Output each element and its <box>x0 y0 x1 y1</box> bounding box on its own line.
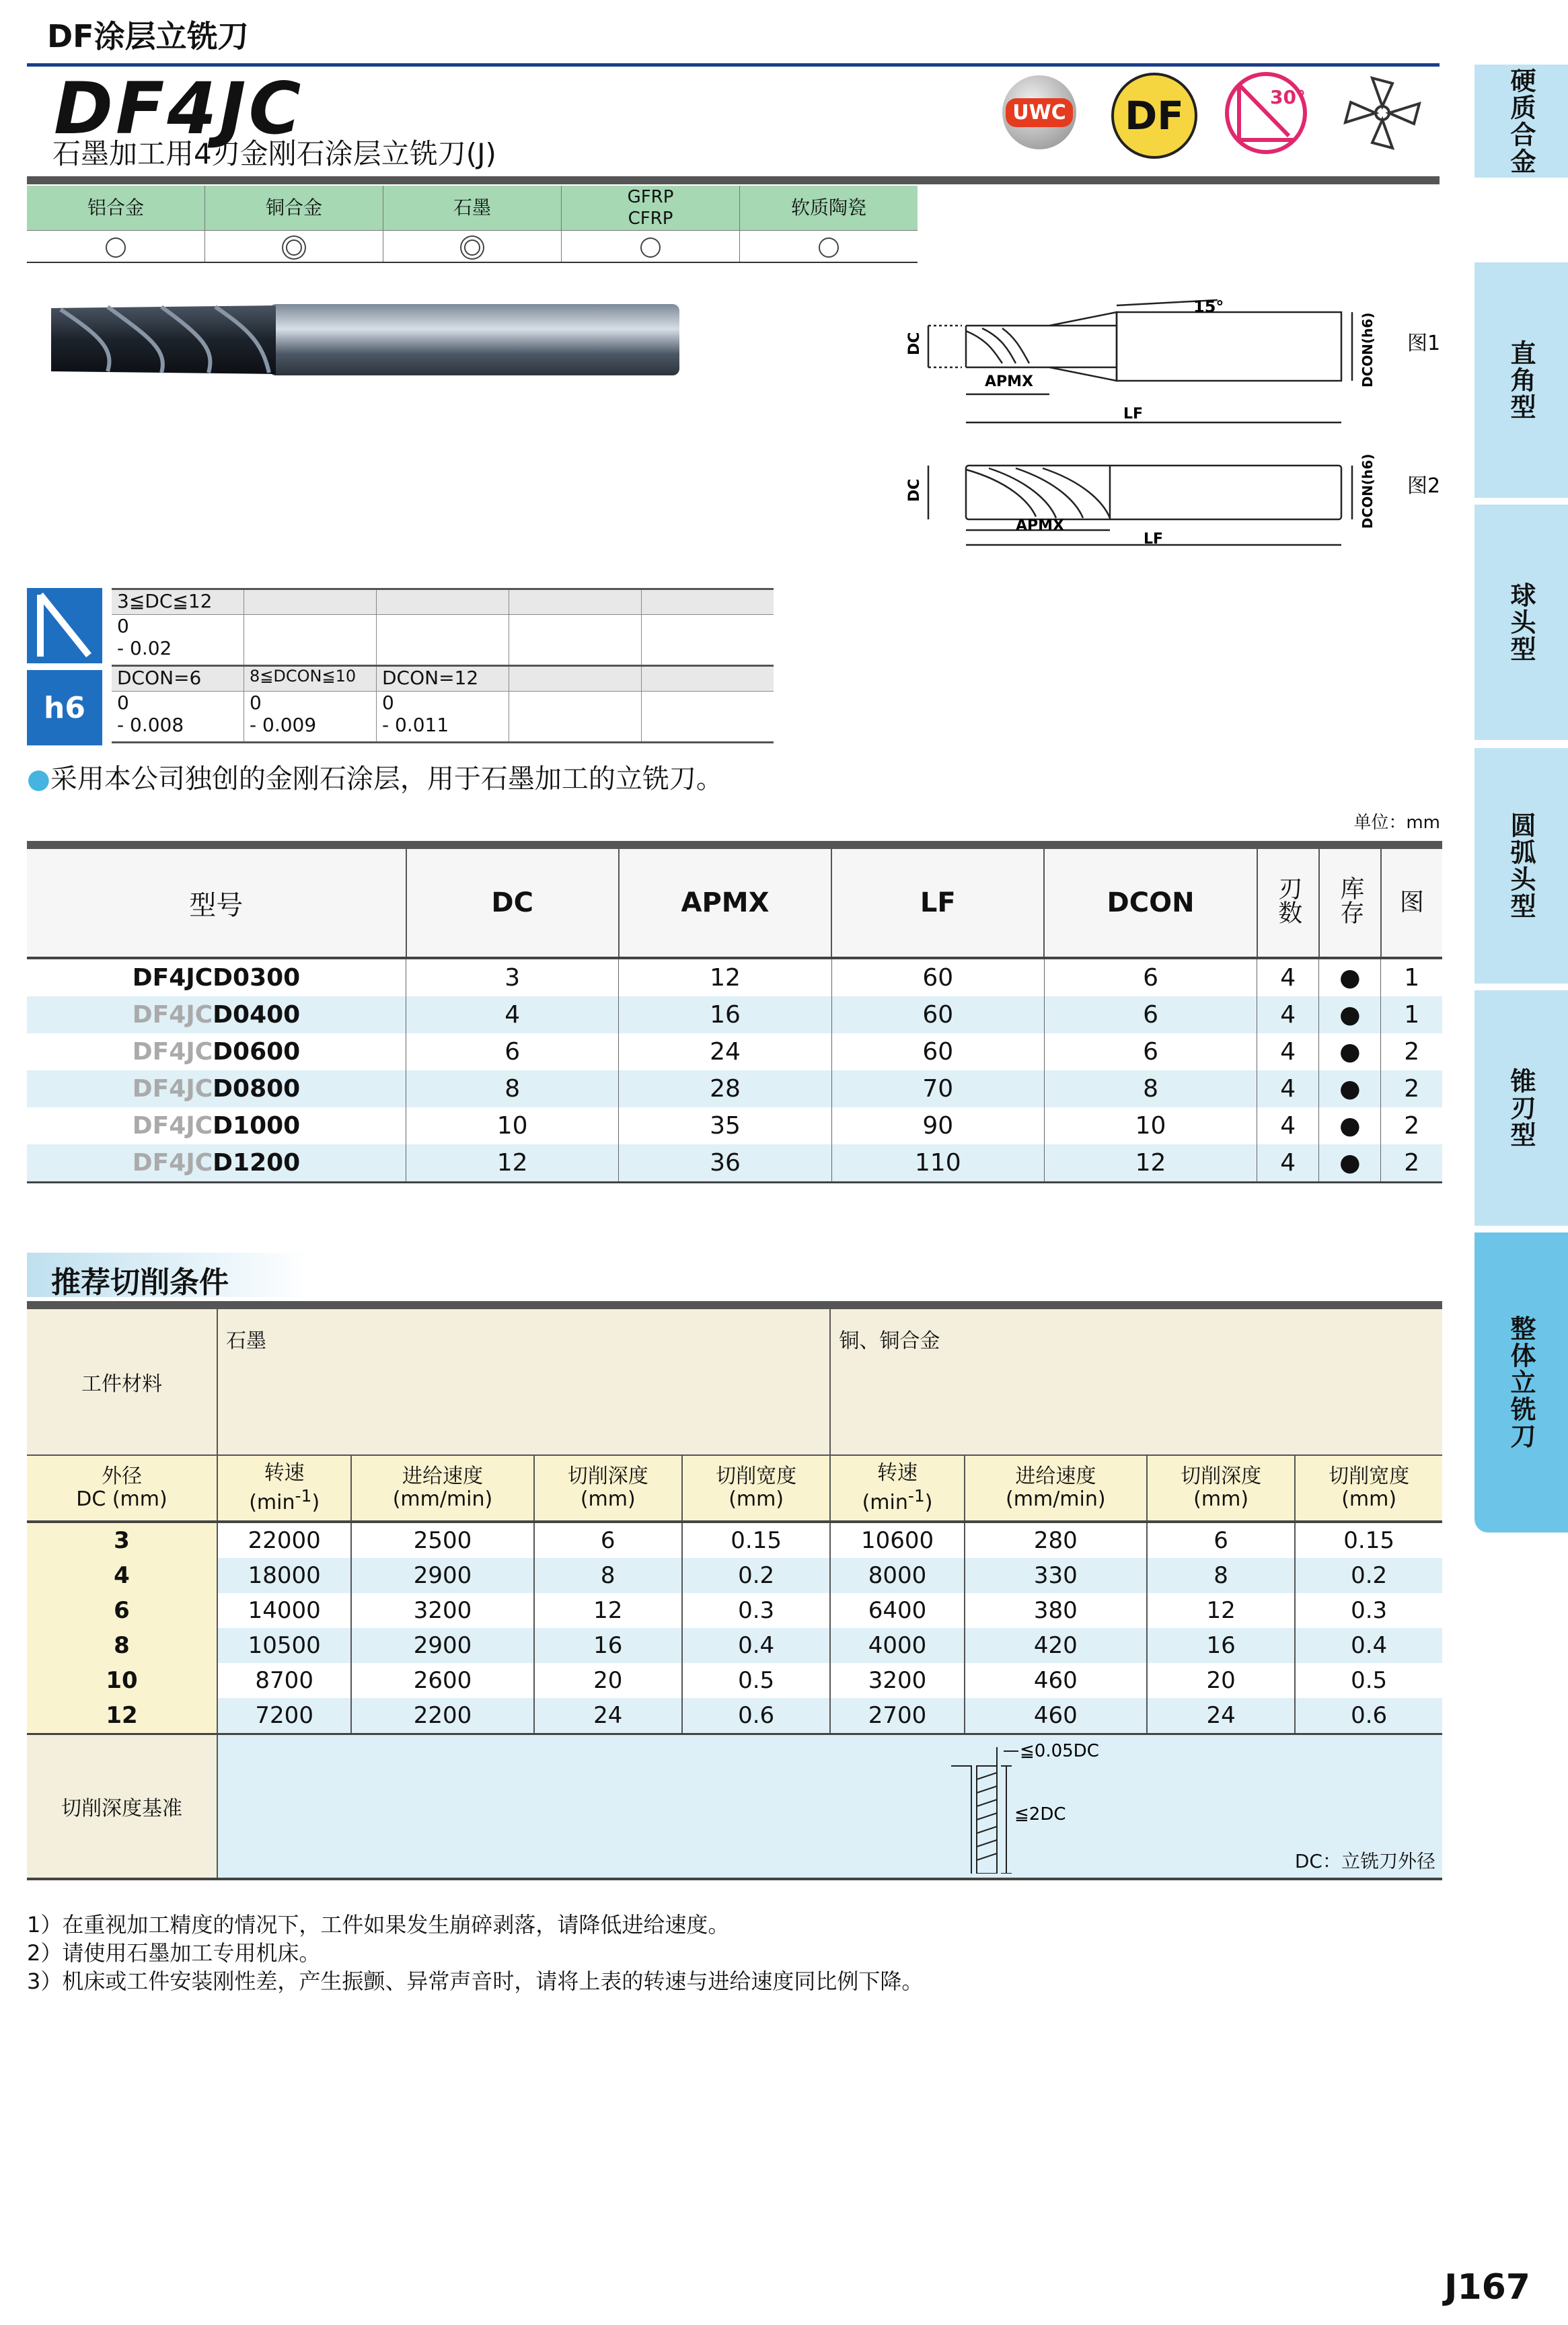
depth-length-label: ≦2DC <box>1014 1804 1066 1824</box>
section-rule <box>27 1301 1442 1309</box>
material-header: 石墨 <box>383 186 562 231</box>
stock-mark: ● <box>1319 958 1381 996</box>
side-tab-solid-end-mill[interactable] <box>1474 1232 1568 1533</box>
dcon-header: 8≦DCON≦10 <box>244 666 377 692</box>
table-row: 3 22000 2500 6 0.15 10600 280 6 0.15 <box>27 1522 1442 1558</box>
table-row: 4 18000 2900 8 0.2 8000 330 8 0.2 <box>27 1558 1442 1593</box>
apmx-label: APMX <box>985 373 1034 390</box>
col-fig: 图 <box>1381 845 1442 958</box>
feed-header: 进给速度 (mm/min) <box>351 1455 533 1522</box>
category-title: DF涂层立铣刀 <box>47 18 249 54</box>
table-row: 10 8700 2600 20 0.5 3200 460 20 0.5 <box>27 1663 1442 1698</box>
col-apmx: APMX <box>619 845 831 958</box>
suitable-mark <box>106 237 126 258</box>
bullet-icon: ● <box>27 764 50 795</box>
model-code: DF4JCD1200 <box>27 1144 406 1183</box>
side-tab-label: 硬质合金 <box>1506 67 1536 175</box>
work-material-label: 工件材料 <box>27 1309 217 1455</box>
depth-header: 切削深度 (mm) <box>1147 1455 1295 1522</box>
material-header: 铜合金 <box>205 186 383 231</box>
four-flute-icon <box>1339 71 1426 155</box>
width-header: 切削宽度 (mm) <box>1295 1455 1442 1522</box>
col-flutes: 刃数 <box>1257 845 1319 958</box>
dcon-header: DCON=6 <box>112 666 244 692</box>
note-item: 3）机床或工件安装刚性差，产生振颤、异常声音时，请将上表的转速与进给速度同比例下降。 <box>27 1968 924 1994</box>
dcon-header: DCON=12 <box>377 666 509 692</box>
note-item: 1）在重视加工精度的情况下，工件如果发生崩碎剥落，请降低进给速度。 <box>27 1912 730 1938</box>
product-subtitle: 石墨加工用4刃金刚石涂层立铣刀(J) <box>52 137 496 170</box>
dc-label: DC <box>906 478 923 502</box>
model-code: DF4JCD0600 <box>27 1033 406 1070</box>
uwc-label: UWC <box>1006 98 1072 127</box>
table-row: DF4JCD0300 3 12 60 6 4 ● 1 <box>27 958 1442 996</box>
model-code: DF4JCD0300 <box>27 958 406 996</box>
df-badge: DF <box>1111 73 1197 159</box>
notes <box>27 1911 923 1995</box>
dcon-tolerance: 0 - 0.008 <box>112 692 244 743</box>
stock-mark: ● <box>1319 1144 1381 1183</box>
diameter-tolerance-icon <box>27 588 102 663</box>
cutting-conditions-table <box>27 1309 1442 1880</box>
dc-note: DC：立铣刀外径 <box>1294 1850 1435 1872</box>
table-row: DF4JCD0400 4 16 60 6 4 ● 1 <box>27 996 1442 1033</box>
dc-label: DC <box>906 332 923 355</box>
note-item: 2）请使用石墨加工专用机床。 <box>27 1940 321 1966</box>
depth-header: 切削深度 (mm) <box>534 1455 682 1522</box>
model-title: DF4JC <box>54 67 304 150</box>
angle-label: 15° <box>1193 297 1224 316</box>
material-header: GFRP CFRP <box>562 186 740 231</box>
lf-label: LF <box>1144 531 1164 548</box>
depth-basis-label: 切削深度基准 <box>27 1734 217 1880</box>
graphite-label: 石墨 <box>217 1309 830 1455</box>
feed-header: 进给速度 (mm/min) <box>965 1455 1147 1522</box>
model-code: DF4JCD0400 <box>27 996 406 1033</box>
material-header: 软质陶瓷 <box>740 186 918 231</box>
speed-header: 转速 $(\min^{-1})$ <box>830 1455 964 1522</box>
unit-label: 单位：mm <box>1353 813 1440 833</box>
model-code: DF4JCD1000 <box>27 1107 406 1144</box>
table-row: DF4JCD1200 12 36 110 12 4 ● 2 <box>27 1144 1442 1183</box>
fig2-label: 图2 <box>1407 474 1440 498</box>
side-tab-label: 圆弧头型 <box>1506 812 1536 920</box>
angle-label: 30° <box>1270 86 1306 108</box>
table-row: 8 10500 2900 16 0.4 4000 420 16 0.4 <box>27 1628 1442 1663</box>
section-title: 推荐切削条件 <box>51 1265 229 1300</box>
depth-basis-diagram <box>217 1734 1442 1880</box>
feature-text: ●采用本公司独创的金刚石涂层，用于石墨加工的立铣刀。 <box>27 764 723 795</box>
dcon-tolerance: 0 - 0.009 <box>244 692 377 743</box>
dcon-label: DCON(h6) <box>1359 453 1376 529</box>
suitable-mark <box>819 237 839 258</box>
depth-width-label: ≦0.05DC <box>1020 1741 1099 1761</box>
stock-mark: ● <box>1319 1107 1381 1144</box>
col-dc: DC <box>406 845 619 958</box>
table-row: DF4JCD1000 10 35 90 10 4 ● 2 <box>27 1107 1442 1144</box>
col-lf: LF <box>831 845 1044 958</box>
side-tab-label: 锥刃型 <box>1506 1068 1536 1148</box>
side-tab-ball[interactable] <box>1474 505 1568 740</box>
col-dcon: DCON <box>1044 845 1257 958</box>
side-tab-square[interactable] <box>1474 262 1568 498</box>
header-rule <box>27 63 1440 67</box>
table-row: 12 7200 2200 24 0.6 2700 460 24 0.6 <box>27 1698 1442 1734</box>
model-code: DF4JCD0800 <box>27 1070 406 1107</box>
h6-icon: h6 <box>27 670 102 745</box>
tool-photo <box>47 296 693 383</box>
optimal-mark <box>286 239 302 256</box>
col-model: 型号 <box>27 845 406 958</box>
side-tab-carbide[interactable] <box>1474 65 1568 178</box>
dcon-label: DCON(h6) <box>1359 312 1376 388</box>
col-stock: 库存 <box>1319 845 1381 958</box>
copper-label: 铜、铜合金 <box>830 1309 1442 1455</box>
side-tab-label: 球头型 <box>1506 582 1536 663</box>
lf-label: LF <box>1123 406 1144 422</box>
tolerance-table <box>112 588 774 743</box>
stock-mark: ● <box>1319 996 1381 1033</box>
side-tab-label: 直角型 <box>1506 340 1536 420</box>
product-table <box>27 841 1442 1183</box>
uwc-badge <box>1002 75 1076 149</box>
dc-tolerance: 0 - 0.02 <box>112 615 244 666</box>
page-number: J167 <box>1444 2267 1530 2308</box>
side-tab-label: 整体立铣刀 <box>1506 1315 1536 1450</box>
stock-mark: ● <box>1319 1033 1381 1070</box>
diameter-header: 外径 DC (mm) <box>27 1455 217 1522</box>
stock-mark: ● <box>1319 1070 1381 1107</box>
table-row: DF4JCD0600 6 24 60 6 4 ● 2 <box>27 1033 1442 1070</box>
fig1-label: 图1 <box>1407 332 1440 355</box>
dcon-tolerance: 0 - 0.011 <box>377 692 509 743</box>
side-tab-taper[interactable] <box>1474 990 1568 1226</box>
section-header <box>27 1253 309 1300</box>
table-row: 6 14000 3200 12 0.3 6400 380 12 0.3 <box>27 1593 1442 1628</box>
dimension-diagrams <box>901 293 1440 549</box>
side-tab-corner-radius[interactable] <box>1474 748 1568 984</box>
helix-angle-icon <box>1224 71 1308 155</box>
work-material-table <box>27 186 918 263</box>
apmx-label: APMX <box>1016 517 1065 534</box>
table-row: DF4JCD0800 8 28 70 8 4 ● 2 <box>27 1070 1442 1107</box>
suitable-mark <box>640 237 661 258</box>
header-bottom-rule <box>27 176 1440 184</box>
dc-range: 3≦DC≦12 <box>112 589 244 615</box>
width-header: 切削宽度 (mm) <box>682 1455 830 1522</box>
speed-header: 转速 $(\min^{-1})$ <box>217 1455 351 1522</box>
optimal-mark <box>464 239 480 256</box>
material-header: 铝合金 <box>27 186 205 231</box>
